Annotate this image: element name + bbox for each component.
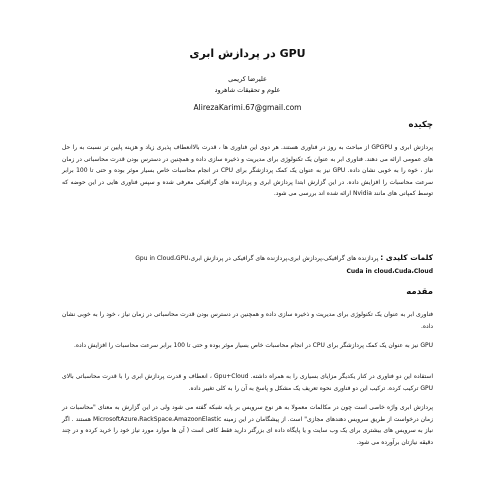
abstract-heading: چکیده	[408, 120, 433, 130]
keywords-english: Cuda in cloud،Cuda،Cloud	[346, 268, 433, 275]
keywords-text: پردازنده های گرافیکی،پردازش ابری،پردازنده های گرافیکی در پردازش ابری،Gpu in Cloud،GPU	[135, 255, 379, 262]
abstract-paragraph: پردازش ابری و GPGPU از مباحث به روز در فناوری هستند. هر دوی این فناوری ها ، قدرت بالاانعطاف پذیری زیاد و هزینه پایین تر نسبت به را حل های عمومی ارائه می دهند. فناوری ابر به عنوان یک تکنولوژی برای مدیریت و ذخیره سازی داده و همچنین در دسترس بودن قدرت محاسباتی در زمان نیاز ، خوه را به خوبی نشان داده. GPU نیز به عنوان یک کمک پردازشگر برای CPU در انجام محاسبات خاص بسیار موثر بوده و حتی تا 100 برابر سرعت محاسبات را افزایش داده. در این گزارش ابتدا پردازش ابری و پردازنده های گرافیکی معرفی شده و سپس فناوری هایی در این حوضه که توسط کمپانی های مانند Nvidia ارائه شده اند بررسی می شود.	[62, 144, 433, 198]
introduction-paragraph-3: استفاده این دو فناوری در کنار یکدیگر مزایای بسیاری را به همراه داشته. Gpu+Cloud ، انعطاف و قدرت پردازش ابری را با قدرت محاسباتی بالای GPU ترکیب کرده. ترکیب این دو فناوری نحوه تعریف یک مشکل و پاسخ به آن را به کلی تغییر داده.	[62, 373, 434, 392]
author-affiliation: علوم و تحقیقات شاهرود	[214, 86, 281, 94]
keywords-label: کلمات کلیدی :	[380, 253, 433, 262]
introduction-heading: مقدمه	[406, 287, 433, 297]
introduction-paragraph-1: فناوری ابر به عنوان یک تکنولوژی برای مدیریت و ذخیره سازی داده و همچنین در دسترس بودن قدرت محاسباتی در زمان نیاز ، خود را به خوبی نشان داده.	[62, 311, 433, 330]
keywords-line	[62, 252, 433, 265]
paper-title: GPU در پردازش ابری	[189, 47, 306, 60]
author-email: AlirezaKarimi.67@gmail.com	[193, 103, 302, 112]
introduction-paragraph-2: GPU نیز به عنوان یک کمک پردازشگر برای CPU در انجام محاسبات خاص بسیار موثر بوده و حتی تا 100 برابر سرعت محاسبات را افزایش داده.	[73, 342, 433, 349]
author-name: علیرضا کریمی	[228, 75, 267, 83]
keywords-english-line	[62, 266, 433, 278]
introduction-paragraph-4: پردازش ابری واژه خاصی است چون در مکالمات معمولا به هر نوع سرویس بر پایه شبکه گفته می شود ولی در این گزارش به معنای "محاسبات در زمان درخواست از طریق سرویس دهندهای مجازی" است. از پیشگامان در این زمینه MicrosoftAzure،RackSpace،AmazoonElastic هستند . اگر نیاز به سرویس های بیشتری برای یک وب سایت و یا پایگاه داده ای بزرگتر دارید فقط کافی است ( آن ها موارد مورد نیاز خود را خرید کرده و در چند دقیقه نیازتان برآورده می شود.	[62, 404, 433, 446]
